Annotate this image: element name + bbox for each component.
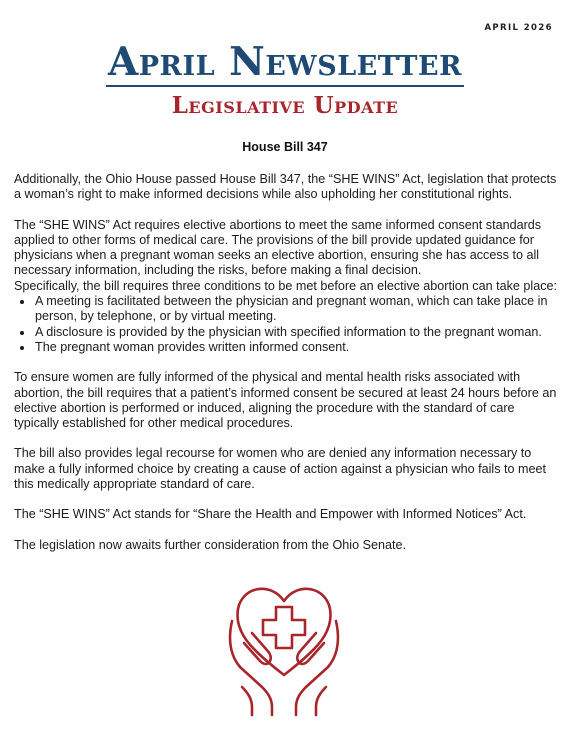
paragraph-senate: The legislation now awaits further consideration from the Ohio Senate. xyxy=(14,537,407,552)
paragraph-conditions: Specifically, the bill requires three conditions to be met before an elective abortion can take place: xyxy=(14,278,558,293)
paragraph-recourse: The bill also provides legal recourse for women who are denied any information necessary to make a fully informed choice by creating a cause of action against a physician who fails to meet this medically appropriate standard of care. xyxy=(14,446,547,492)
section-subtitle: Legislative Update xyxy=(171,92,399,119)
newsletter-title: April Newsletter xyxy=(107,39,463,85)
newsletter-title-wrap xyxy=(0,40,570,87)
paragraph-consent: To ensure women are fully informed of the physical and mental health risks associated with abortion, the bill requires that a patient’s informed consent be secured at least 24 hours before an elective abortion is performed or induced, aligning the procedure with the standard of care typically established for other medical procedures. xyxy=(14,370,557,431)
heart-hands-cross-icon xyxy=(222,575,346,725)
paragraph-acronym: The “SHE WINS” Act stands for “Share the Health and Empower with Informed Notices” Act. xyxy=(14,507,527,522)
paragraph-intro: Additionally, the Ohio House passed House Bill 347, the “SHE WINS” Act, legislation that protects a woman’s right to make informed decisions while also upholding her constitutional rights. xyxy=(14,172,557,202)
conditions-list xyxy=(14,294,559,355)
paragraph-requirements: The “SHE WINS” Act requires elective abortions to meet the same informed consent standards applied to other forms of medical care. The provisions of the bill provide updated guidance for physicians when a pregnant woman seeks an elective abortion, ensuring she has access to all necessary information, including the risks, before making a final decision. xyxy=(14,217,542,278)
article-heading: House Bill 347 xyxy=(242,140,328,154)
list-item: • A meeting is facilitated between the physician and pregnant woman, which can take place in person, by telephone, or by virtual meeting. xyxy=(34,294,559,325)
issue-date: APRIL 2026 xyxy=(484,23,553,33)
list-item: • The pregnant woman provides written informed consent. xyxy=(34,340,559,355)
article-body xyxy=(14,172,559,568)
list-item: • A disclosure is provided by the physician with specified information to the pregnant woman. xyxy=(34,325,559,340)
